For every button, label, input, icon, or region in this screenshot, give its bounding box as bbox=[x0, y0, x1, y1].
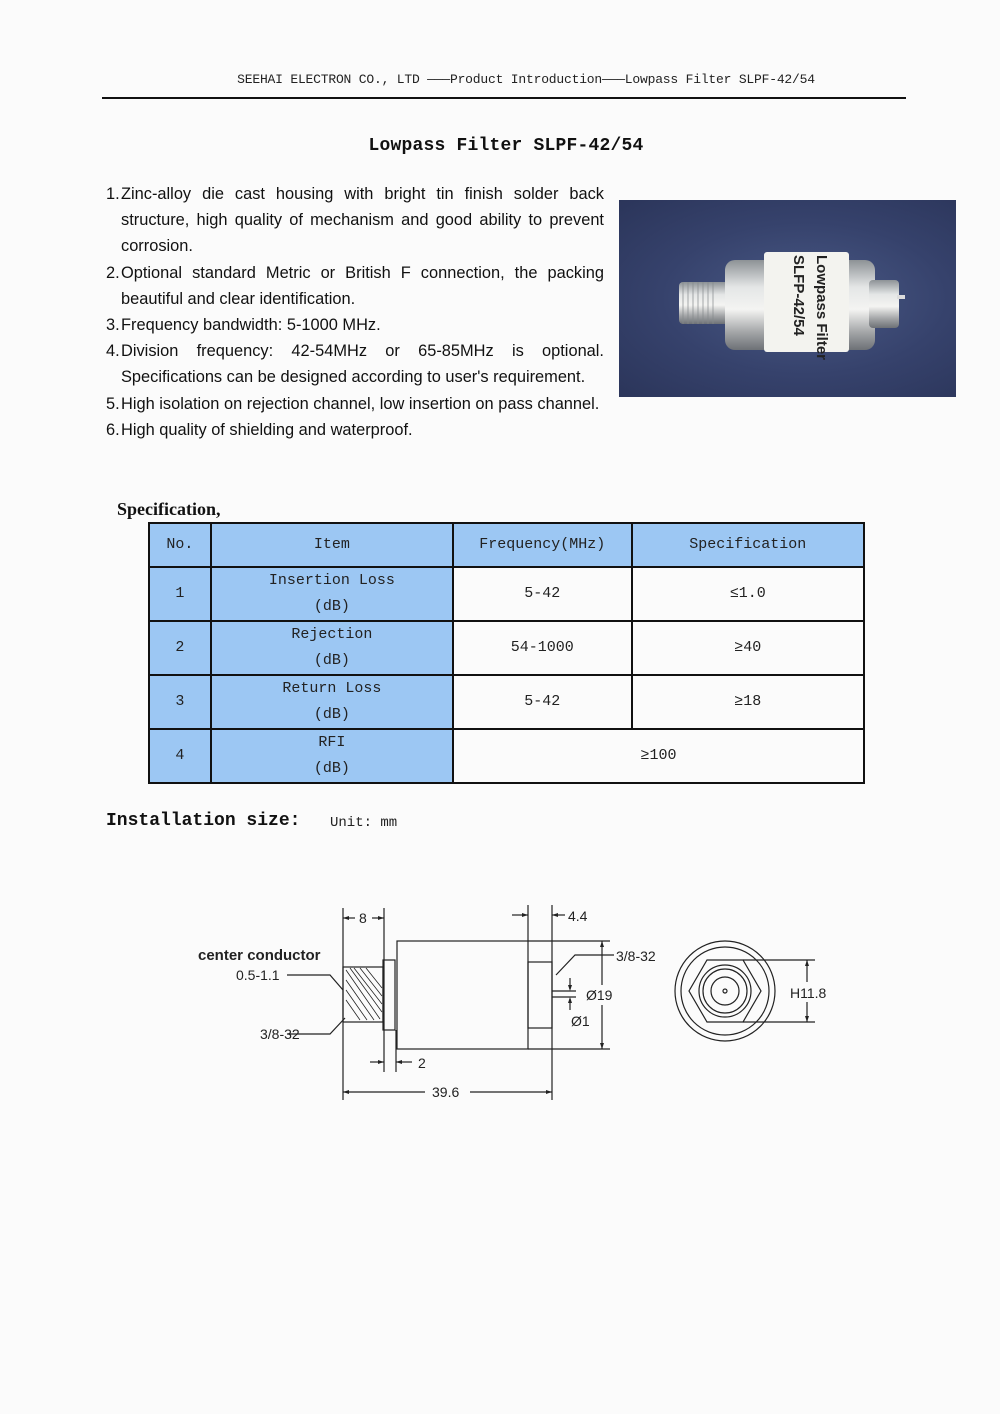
item-name: Rejection bbox=[291, 626, 373, 643]
table-row bbox=[149, 729, 864, 783]
table-row bbox=[149, 621, 864, 675]
dimension-4-4: 4.4 bbox=[568, 908, 588, 924]
connector-step bbox=[383, 960, 395, 1030]
feature-text: Zinc-alloy die cast housing with bright tin finish solder back structure, high quality of mechanism and good ability to prevent corrosion. bbox=[121, 185, 604, 256]
dimension-phi1: Ø1 bbox=[571, 1013, 590, 1029]
feature-number: 1. bbox=[106, 185, 120, 203]
feature-text: Division frequency: 42-54MHz or 65-85MHz is optional. Specifications can be designed according to user's requirement. bbox=[121, 342, 604, 387]
cell-item bbox=[211, 729, 453, 783]
feature-item bbox=[106, 260, 604, 312]
dimension-phi19: Ø19 bbox=[586, 987, 613, 1003]
cell-no: 3 bbox=[149, 675, 211, 729]
page-title: Lowpass Filter SLPF-42/54 bbox=[368, 136, 644, 156]
conductor-range-label: 0.5-1.1 bbox=[236, 967, 280, 983]
column-header-specification: Specification bbox=[632, 523, 864, 567]
feature-text: Frequency bandwidth: 5-1000 MHz. bbox=[121, 316, 381, 335]
feature-number: 6. bbox=[106, 420, 120, 439]
cell-spec-merged: ≥100 bbox=[453, 729, 864, 783]
item-name: Return Loss bbox=[282, 680, 382, 697]
dimension-2: 2 bbox=[418, 1055, 426, 1071]
cell-item bbox=[211, 567, 453, 621]
cell-no: 2 bbox=[149, 621, 211, 675]
unit-label: Unit: mm bbox=[330, 815, 398, 831]
item-unit: (dB) bbox=[313, 652, 350, 669]
filter-illustration bbox=[619, 200, 956, 397]
feature-list bbox=[106, 181, 604, 443]
product-photo bbox=[619, 200, 956, 397]
feature-item bbox=[106, 181, 604, 260]
feature-number: 3. bbox=[106, 316, 120, 335]
table-row bbox=[149, 675, 864, 729]
feature-item bbox=[106, 391, 681, 417]
header-divider bbox=[102, 97, 906, 99]
label-line-1: Lowpass Filter bbox=[813, 255, 830, 361]
feature-text: High quality of shielding and waterproof. bbox=[121, 420, 413, 439]
end-view-outer-ring bbox=[675, 941, 775, 1041]
cell-spec: ≥18 bbox=[632, 675, 864, 729]
installation-drawing bbox=[180, 880, 860, 1120]
dimension-8: 8 bbox=[359, 910, 367, 926]
feature-number: 4. bbox=[106, 342, 120, 361]
cell-frequency: 5-42 bbox=[453, 675, 632, 729]
thread-hatching bbox=[346, 968, 382, 1020]
column-header-no: No. bbox=[149, 523, 211, 567]
body-outline bbox=[397, 941, 528, 1049]
dimension-39-6: 39.6 bbox=[432, 1084, 460, 1100]
item-unit: (dB) bbox=[313, 706, 350, 723]
feature-number: 5. bbox=[106, 394, 120, 413]
feature-item bbox=[106, 338, 604, 390]
cell-item bbox=[211, 621, 453, 675]
item-name: Insertion Loss bbox=[268, 572, 395, 589]
left-thread-label: 3/8-32 bbox=[260, 1026, 300, 1042]
column-header-frequency: Frequency(MHz) bbox=[453, 523, 632, 567]
specification-heading: Specification, bbox=[117, 499, 221, 519]
cell-no: 1 bbox=[149, 567, 211, 621]
feature-text: Optional standard Metric or British F connection, the packing beautiful and clear identification. bbox=[121, 263, 604, 308]
table-row bbox=[149, 567, 864, 621]
right-thread-label: 3/8-32 bbox=[616, 948, 656, 964]
table-header-row bbox=[149, 523, 864, 567]
item-unit: (dB) bbox=[313, 598, 350, 615]
dimension-h11-8: H11.8 bbox=[790, 985, 827, 1001]
feature-text: High isolation on rejection channel, low insertion on pass channel. bbox=[121, 394, 600, 413]
center-conductor-label: center conductor bbox=[198, 947, 321, 964]
installation-heading: Installation size: bbox=[106, 811, 301, 831]
label-line-2: SLFP-42/54 bbox=[790, 255, 807, 336]
feature-number: 2. bbox=[106, 263, 120, 282]
feature-item bbox=[106, 312, 604, 338]
item-name: RFI bbox=[318, 734, 346, 751]
cell-spec: ≥40 bbox=[632, 621, 864, 675]
item-unit: (dB) bbox=[313, 760, 350, 777]
rear-step bbox=[528, 962, 552, 1028]
threaded-connector bbox=[679, 282, 729, 324]
cell-frequency: 5-42 bbox=[453, 567, 632, 621]
running-header: SEEHAI ELECTRON CO., LTD ———Product Introduction———Lowpass Filter SLPF-42/54 bbox=[237, 72, 815, 87]
column-header-item: Item bbox=[211, 523, 453, 567]
specification-table bbox=[148, 522, 865, 784]
cell-spec: ≤1.0 bbox=[632, 567, 864, 621]
cell-no: 4 bbox=[149, 729, 211, 783]
cell-item bbox=[211, 675, 453, 729]
rear-connector bbox=[869, 280, 899, 328]
feature-item bbox=[106, 417, 681, 443]
cell-frequency: 54-1000 bbox=[453, 621, 632, 675]
